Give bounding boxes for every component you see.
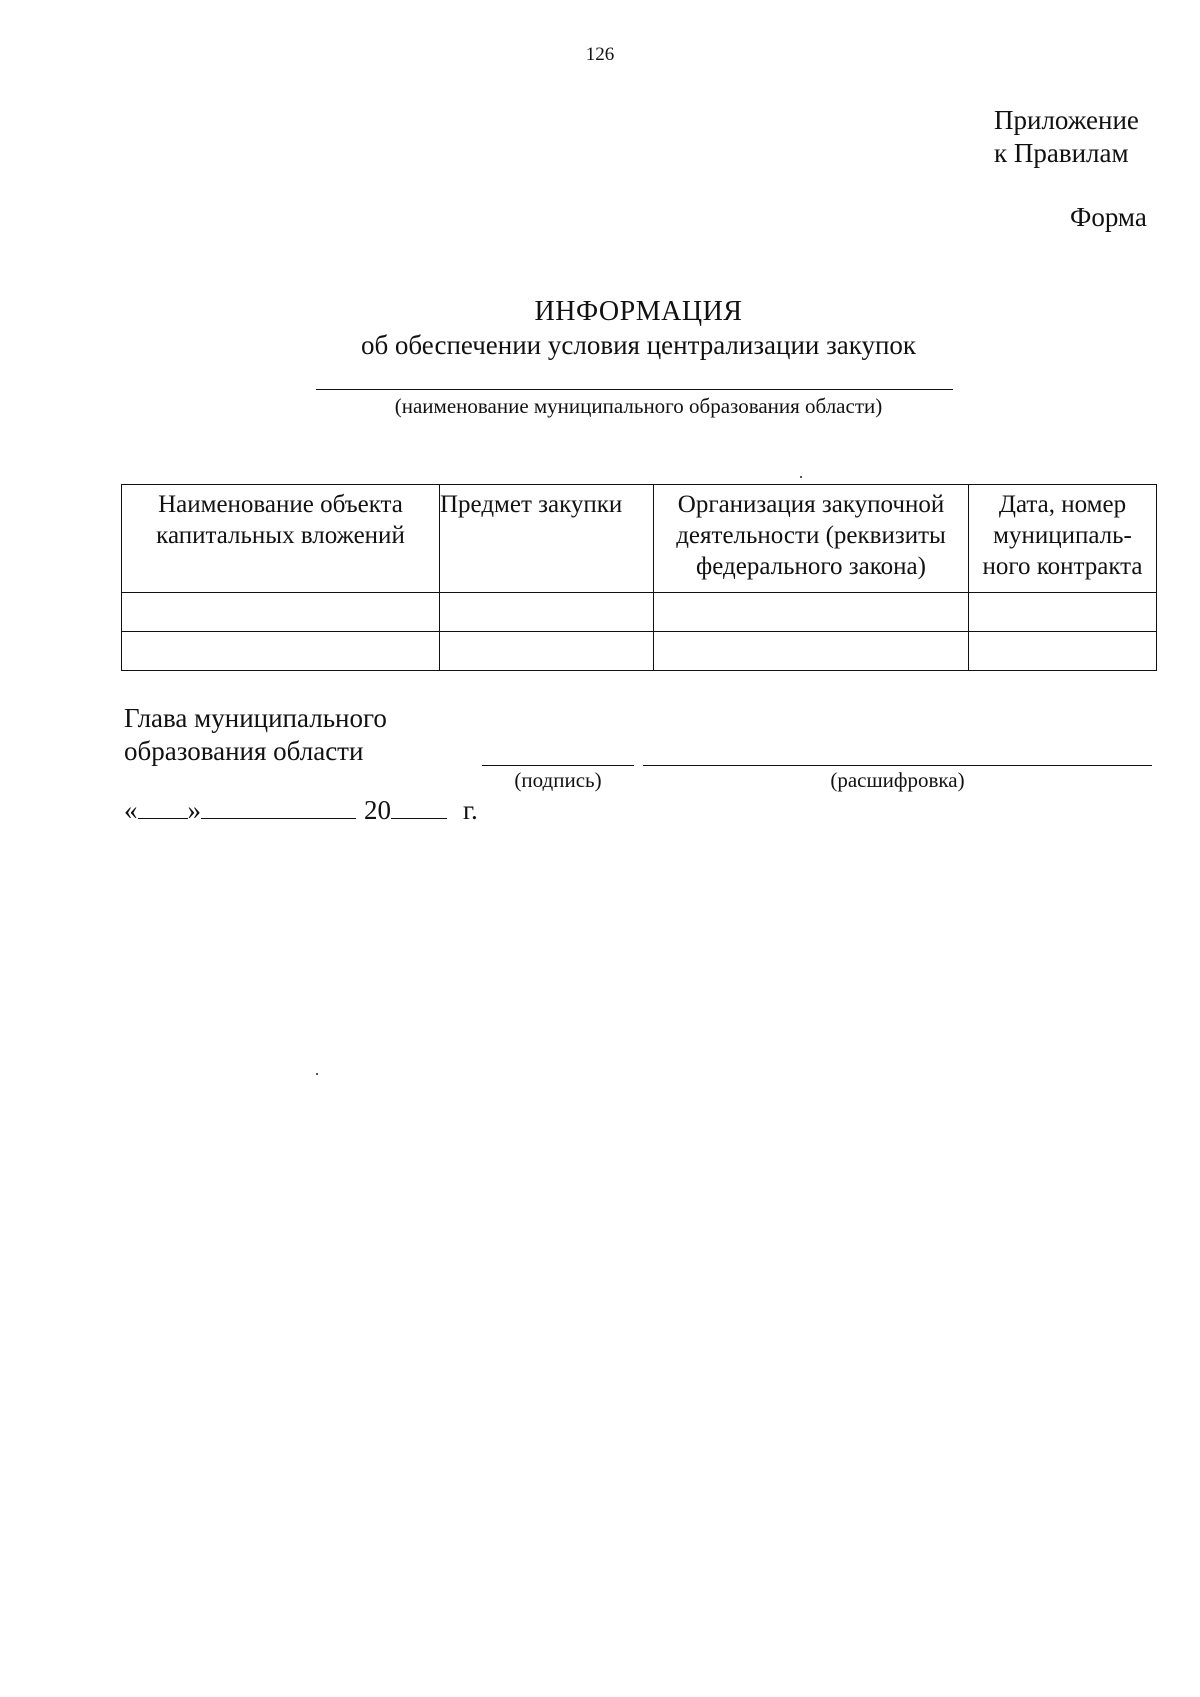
signature-caption: (подпись) — [514, 768, 602, 792]
page-number: 126 — [585, 44, 615, 65]
column-header-line: деятельности (реквизиты — [676, 522, 946, 549]
column-header-contract — [969, 485, 1157, 593]
table-cell[interactable] — [654, 593, 969, 632]
table-cell[interactable] — [122, 593, 440, 632]
column-header-line: муниципаль- — [993, 522, 1132, 549]
column-header-subject — [440, 485, 654, 593]
table-cell[interactable] — [969, 593, 1157, 632]
name-decoding-caption: (расшифровка) — [830, 768, 965, 792]
document-title: ИНФОРМАЦИЯ — [534, 296, 743, 327]
table-cell[interactable] — [969, 632, 1157, 671]
column-header-line: федерального закона) — [696, 553, 926, 580]
table-row — [122, 593, 1157, 632]
year-field[interactable] — [391, 796, 447, 819]
signature-field[interactable] — [482, 765, 634, 766]
scan-speck — [316, 1073, 318, 1075]
column-header-object — [122, 485, 440, 593]
procurement-table — [121, 484, 1157, 671]
municipality-name-caption: (наименование муниципального образования области) — [394, 394, 883, 418]
month-field[interactable] — [201, 796, 356, 819]
head-label-line-1: Глава муниципального — [124, 703, 387, 733]
table-header-row — [122, 485, 1157, 593]
municipality-name-field[interactable] — [316, 389, 953, 390]
table-cell[interactable] — [440, 593, 654, 632]
year-suffix: г. — [463, 795, 478, 825]
scan-speck — [800, 476, 802, 478]
column-header-organization — [654, 485, 969, 593]
date-open-quote: « — [124, 795, 138, 825]
column-header-line: Предмет закупки — [440, 491, 623, 518]
form-label: Форма — [1070, 202, 1147, 232]
appendix-line-2: к Правилам — [994, 138, 1129, 168]
appendix-reference — [994, 104, 1139, 170]
column-header-line: ного контракта — [982, 553, 1143, 580]
name-decoding-field[interactable] — [643, 765, 1152, 766]
day-field[interactable] — [138, 796, 188, 819]
table-cell[interactable] — [122, 632, 440, 671]
head-of-municipality-label — [124, 702, 387, 768]
head-label-line-2: образования области — [124, 736, 364, 766]
appendix-line-1: Приложение — [994, 105, 1139, 135]
column-header-line: Дата, номер — [998, 491, 1127, 518]
document-subtitle: об обеспечении условия централизации закупок — [360, 330, 917, 360]
column-header-line: капитальных вложений — [156, 522, 405, 549]
date-line — [124, 795, 478, 826]
column-header-line: Организация закупочной — [677, 491, 945, 518]
column-header-line: Наименование объекта — [158, 491, 403, 518]
table-row — [122, 632, 1157, 671]
table-cell[interactable] — [440, 632, 654, 671]
date-close-quote: » — [187, 795, 201, 825]
year-century: 20 — [364, 795, 391, 825]
table-cell[interactable] — [654, 632, 969, 671]
